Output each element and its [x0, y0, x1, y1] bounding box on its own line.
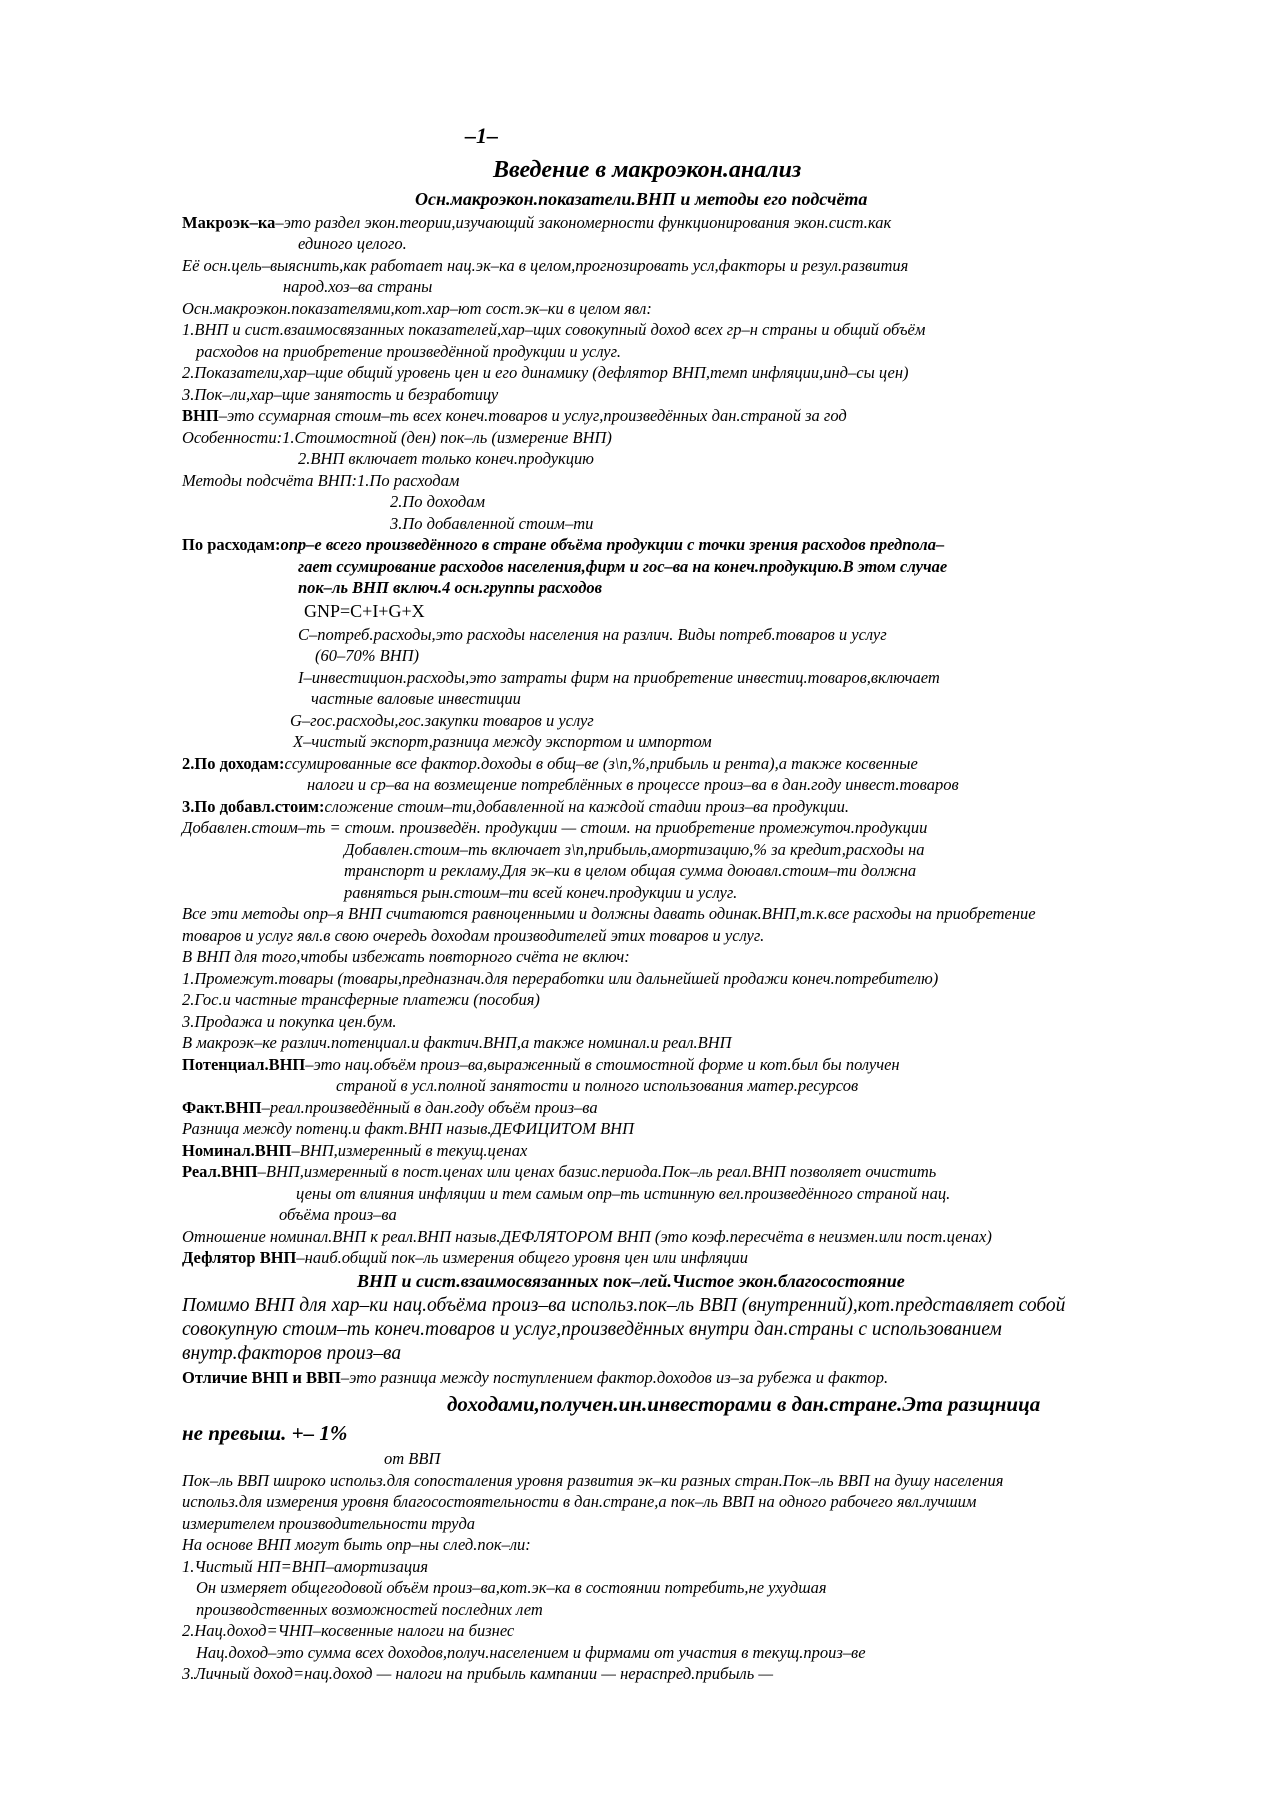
definition-text: –это ссумарная стоим–ть всех конеч.товаров и услуг,произведённых дан.страной за год — [218, 406, 847, 425]
term: Макроэк–ка — [182, 213, 276, 232]
text-line: страной в усл.полной занятости и полного использования матер.ресурсов — [336, 1076, 859, 1095]
text-line: 2.По доходам — [390, 492, 486, 511]
text-line: народ.хоз–ва страны — [283, 277, 433, 296]
list-item: 1.Промежут.товары (товары,предназнач.для переработки или дальнейшей продажи конеч.потребителю) — [182, 969, 939, 988]
text-line: товаров и услуг явл.в свою очередь доходам производителей этих товаров и услуг. — [182, 926, 765, 945]
text-line: На основе ВНП могут быть опр–ны след.пок–ли: — [182, 1535, 531, 1554]
list-item: 1.Чистый НП=ВНП–амортизация — [182, 1557, 428, 1576]
list-item: 1.ВНП и сист.взаимосвязанных показателей,хар–щих совокупный доход всех гр–н страны и общий объём — [182, 320, 926, 339]
method-value-added — [182, 797, 849, 817]
definition-text: ссумированные все фактор.доходы в общ–ве (з\п,%,прибыль и рента),а также косвенные — [284, 754, 918, 773]
definition-text: опр–е всего произведённого в стране объёма продукции с точки зрения расходов предпола– — [280, 535, 945, 554]
text-line: транспорт и рекламу.Для эк–ки в целом общая сумма доюавл.стоим–ти должна — [344, 861, 917, 880]
definition-gnp — [182, 406, 847, 426]
text-line: I–инвестицион.расходы,это затраты фирм на приобретение инвестиц.товаров,включает — [298, 668, 940, 687]
text-line: доходами,получен.ин.инвесторами в дан.стране.Эта разщница — [447, 1392, 1041, 1416]
text-line: внутр.факторов произ–ва — [182, 1343, 402, 1364]
text-line: от ВВП — [384, 1449, 441, 1468]
term: Потенциал.ВНП — [182, 1055, 306, 1074]
list-item: 3.Пок–ли,хар–щие занятость и безработицу — [182, 385, 499, 404]
term: Дефлятор ВНП — [182, 1248, 297, 1267]
text-line: совокупную стоим–ть конеч.товаров и услуг,произведённых внутри дан.страны с использованием — [182, 1319, 1002, 1340]
term: ВНП — [182, 406, 219, 425]
definition-real-gnp — [182, 1162, 936, 1182]
text-line: налоги и ср–ва на возмещение потреблённых в процессе произ–ва в дан.году инвест.товаров — [307, 775, 959, 794]
text-line: В макроэк–ке различ.потенциал.и фактич.ВНП,а также номинал.и реал.ВНП — [182, 1033, 732, 1052]
list-item: 3.Продажа и покупка цен.бум. — [182, 1012, 397, 1031]
text-line: использ.для измерения уровня благосостоятельности в дан.стране,а пок–ль ВВП на одного рабочего явл.лучшим — [182, 1492, 977, 1511]
term: 3.По добавл.стоим: — [182, 797, 325, 816]
text-line: цены от влияния инфляции и тем самым опр–ть истинную вел.произведённого страной нац. — [296, 1184, 951, 1203]
definition-gnp-gdp-difference — [182, 1368, 888, 1388]
text-line: единого целого. — [298, 234, 407, 253]
text-line: равняться рын.стоим–ти всей конеч.продукции и услуг. — [344, 883, 738, 902]
section-heading: ВНП и сист.взаимосвязанных пок–лей.Чистое экон.благосостояние — [357, 1271, 905, 1291]
page-number: –1– — [465, 123, 498, 148]
term: Номинал.ВНП — [182, 1141, 292, 1160]
method-income — [182, 754, 918, 774]
definition-macroeconomics — [182, 213, 891, 233]
text-line: Все эти методы опр–я ВНП считаются равноценными и должны давать одинак.ВНП,т.к.все расходы на приобретение — [182, 904, 1036, 923]
text-line: Пок–ль ВВП широко использ.для сопосталения уровня развития эк–ки разных стран.Пок–ль ВВП на душу населения — [182, 1471, 1004, 1490]
definition-deflator — [182, 1248, 748, 1268]
text-line: 3.По добавленной стоим–ти — [390, 514, 594, 533]
text-line: гает ссумирование расходов населения,фирм и гос–ва на конеч.продукцию.В этом случае — [298, 557, 948, 576]
text-line: Добавлен.стоим–ть = стоим. произведён. продукции — стоим. на приобретение промежуточ.продукции — [182, 818, 928, 837]
definition-actual-gnp — [182, 1098, 598, 1118]
text-line: расходов на приобретение произведённой продукции и услуг. — [196, 342, 621, 361]
text-line: Помимо ВНП для хар–ки нац.объёма произ–ва использ.пок–ль ВВП (внутренний),кот.представляет собой — [182, 1295, 1066, 1316]
page-title: Введение в макроэкон.анализ — [493, 157, 802, 183]
text-line: объёма произ–ва — [279, 1205, 397, 1224]
definition-text: –это раздел экон.теории,изучающий закономерности функционирования экон.сист.как — [275, 213, 892, 232]
text-line: X–чистый экспорт,разница между экспортом и импортом — [293, 732, 712, 751]
text-line: Разница между потенц.и факт.ВНП назыв.ДЕФИЦИТОМ ВНП — [182, 1119, 634, 1138]
text-line: Осн.макроэкон.показателями,кот.хар–ют сост.эк–ки в целом явл: — [182, 299, 652, 318]
term: Отличие ВНП и ВВП — [182, 1368, 341, 1387]
text-line: производственных возможностей последних лет — [196, 1600, 543, 1619]
list-item: 3.Личный доход=нац.доход — налоги на прибыль кампании — нераспред.прибыль — — [182, 1664, 774, 1683]
term: Факт.ВНП — [182, 1098, 262, 1117]
definition-text: –реал.произведённый в дан.году объём произ–ва — [261, 1098, 598, 1117]
text-line: G–гос.расходы,гос.закупки товаров и услуг — [290, 711, 594, 730]
list-item: 2.Гос.и частные трансферные платежи (пособия) — [182, 990, 540, 1009]
definition-text: –это нац.объём произ–ва,выраженный в стоимостной форме и кот.был бы получен — [305, 1055, 900, 1074]
text-line: Добавлен.стоим–ть включает з\п,прибыль,амортизацию,% за кредит,расходы на — [344, 840, 925, 859]
definition-nominal-gnp — [182, 1141, 527, 1161]
definition-text: сложение стоим–ти,добавленной на каждой стадии произ–ва продукции. — [324, 797, 849, 816]
term: 2.По доходам: — [182, 754, 285, 773]
text-line: не превыш. +– 1% — [182, 1421, 348, 1445]
text-line: Нац.доход–это сумма всех доходов,получ.населением и фирмами от участия в текущ.произ–ве — [196, 1643, 866, 1662]
text-line: Особенности:1.Стоимостной (ден) пок–ль (измерение ВНП) — [182, 428, 612, 447]
text-line: Он измеряет общегодовой объём произ–ва,кот.эк–ка в состоянии потребить,не ухудшая — [196, 1578, 827, 1597]
term: По расходам: — [182, 535, 281, 554]
section-subtitle: Осн.макроэкон.показатели.ВНП и методы его подсчёта — [415, 189, 868, 209]
text-line: Отношение номинал.ВНП к реал.ВНП назыв.ДЕФЛЯТОРОМ ВНП (это коэф.пересчёта в неизмен.или пост.ценах) — [182, 1227, 992, 1246]
list-item: 2.Показатели,хар–щие общий уровень цен и его динамику (дефлятор ВНП,темп инфляции,инд–сы цен) — [182, 363, 909, 382]
text-line: пок–ль ВНП включ.4 осн.группы расходов — [298, 578, 603, 597]
text-line: Методы подсчёта ВНП:1.По расходам — [182, 471, 460, 490]
term: Реал.ВНП — [182, 1162, 258, 1181]
text-line: Её осн.цель–выяснить,как работает нац.эк–ка в целом,прогнозировать усл,факторы и резул.развития — [182, 256, 909, 275]
definition-text: –это разница между поступлением фактор.доходов из–за рубежа и фактор. — [340, 1368, 889, 1387]
definition-potential-gnp — [182, 1055, 900, 1075]
formula: GNP=C+I+G+X — [304, 601, 425, 621]
text-line: C–потреб.расходы,это расходы населения на различ. Виды потреб.товаров и услуг — [298, 625, 887, 644]
text-line: 2.ВНП включает только конеч.продукцию — [298, 449, 594, 468]
text-line: частные валовые инвестиции — [311, 689, 521, 708]
method-expenditure — [182, 535, 944, 555]
definition-text: –наиб.общий пок–ль измерения общего уровня цен или инфляции — [296, 1248, 748, 1267]
definition-text: –ВНП,измеренный в пост.ценах или ценах базис.периода.Пок–ль реал.ВНП позволяет очистить — [257, 1162, 937, 1181]
list-item: 2.Нац.доход=ЧНП–косвенные налоги на бизнес — [182, 1621, 515, 1640]
text-line: В ВНП для того,чтобы избежать повторного счёта не включ: — [182, 947, 630, 966]
text-line: (60–70% ВНП) — [315, 646, 420, 665]
text-line: измерителем производительности труда — [182, 1514, 476, 1533]
definition-text: –ВНП,измеренный в текущ.ценах — [291, 1141, 528, 1160]
